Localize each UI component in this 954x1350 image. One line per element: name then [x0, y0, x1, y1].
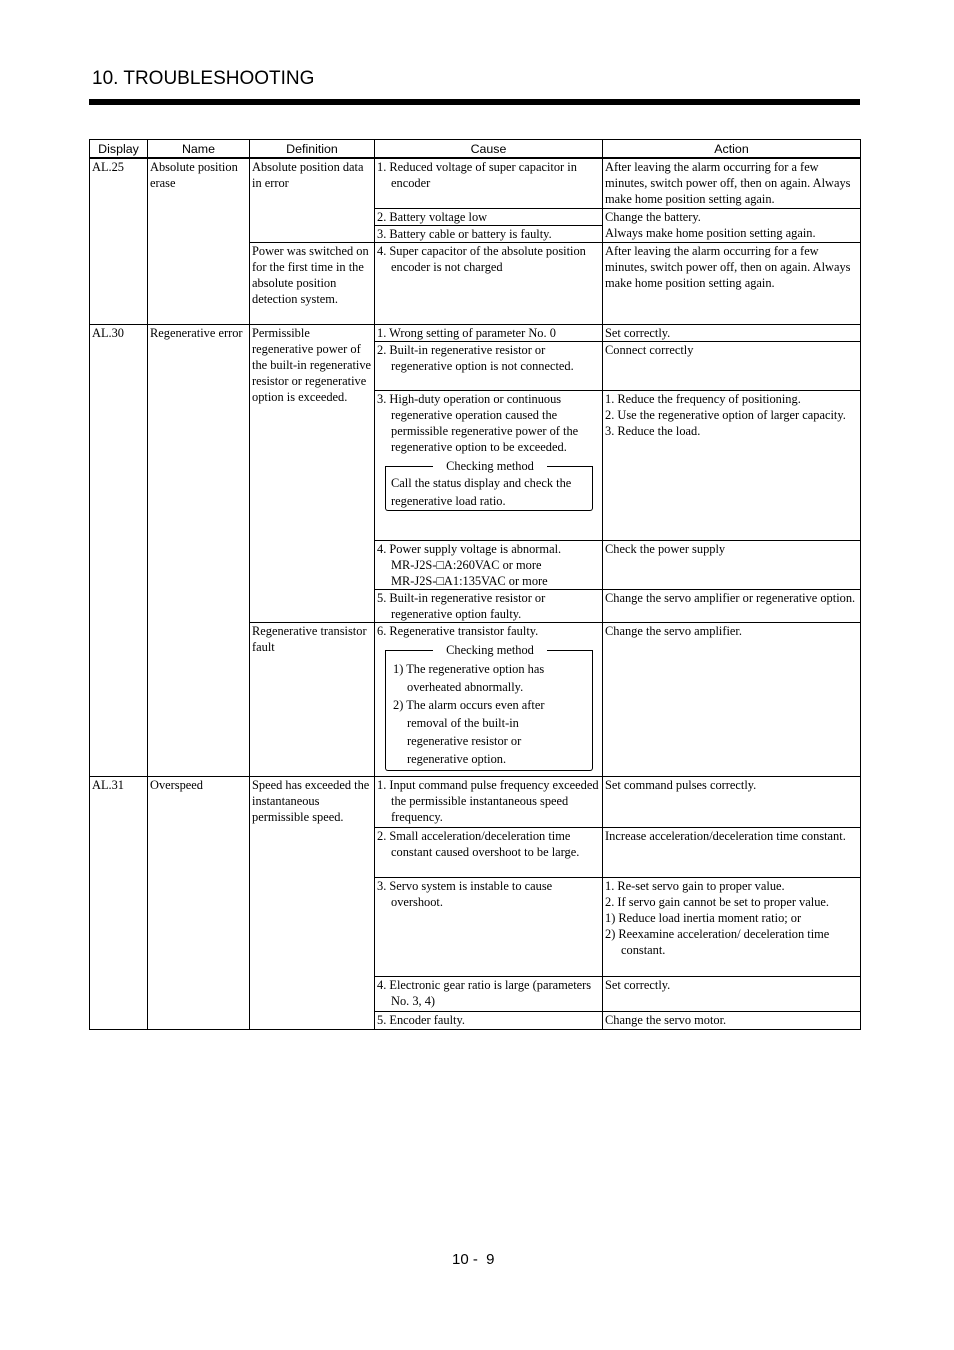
cause-cell [375, 589, 603, 622]
cause-cell [375, 390, 603, 540]
header-rule [89, 99, 860, 105]
action-cell: Set correctly. [603, 976, 861, 1011]
action-cell: Increase acceleration/deceleration time constant. [603, 827, 861, 877]
action-cell: Change the battery. [603, 208, 861, 225]
table-row [90, 324, 861, 341]
action-cell [603, 390, 861, 540]
cause-text: 4. Power supply voltage is abnormal. [377, 541, 562, 556]
action-item: 1. Reduce the frequency of positioning. [605, 391, 801, 406]
cause-text: 2. Small acceleration/deceleration time constant caused overshoot to be large. [377, 828, 580, 859]
alarm-definition: Absolute position data in error [250, 158, 375, 242]
check-item: 1) The regenerative option has overheated abnormally. [393, 661, 545, 694]
table-row [90, 158, 861, 208]
cause-cell [375, 158, 603, 208]
alarm-definition: Permissible regenerative power of the built-in regenerative resistor or regenerative option is exceeded. [250, 324, 375, 622]
alarm-display-al31: AL.31 [90, 776, 148, 1029]
action-cell: Change the servo amplifier. [603, 622, 861, 776]
section-title: 10. TROUBLESHOOTING [92, 68, 315, 89]
column-header-display: Display [90, 140, 148, 159]
cause-text: 1. Reduced voltage of super capacitor in encoder [377, 160, 577, 190]
cause-cell [375, 976, 603, 1011]
cause-text: 1. Input command pulse frequency exceeded the permissible instantaneous speed frequency. [377, 777, 599, 824]
frame-top-right [547, 650, 592, 651]
table-header-row [90, 140, 861, 159]
cause-cell [375, 242, 603, 324]
action-item: 1. Re-set servo gain to proper value. [605, 878, 785, 893]
checking-method-title: Checking method [446, 642, 534, 657]
frame-top-left [385, 650, 433, 651]
action-item: 3. Reduce the load. [605, 423, 701, 438]
checking-method-body [393, 660, 579, 768]
cause-text: 5. Built-in regenerative resistor or regenerative option faulty. [377, 590, 546, 621]
frame-top-left [385, 466, 433, 467]
cause-cell [375, 622, 603, 776]
action-item: 2) Reexamine acceleration/ deceleration time constant. [605, 926, 830, 957]
cause-cell: 2. Battery voltage low [375, 208, 603, 225]
alarm-definition: Speed has exceeded the instantaneous permissible speed. [250, 776, 375, 1029]
column-header-definition: Definition [250, 140, 375, 159]
frame-top-right [547, 466, 592, 467]
alarm-display-al25: AL.25 [90, 158, 148, 324]
alarm-table [89, 139, 861, 1030]
cause-cell [375, 877, 603, 976]
action-item: 2. Use the regenerative option of larger capacity. [605, 407, 846, 422]
cause-text: 4. Super capacitor of the absolute position encoder is not charged [377, 243, 586, 274]
cause-cell [375, 776, 603, 827]
action-cell: Set command pulses correctly. [603, 776, 861, 827]
action-cell: After leaving the alarm occurring for a few minutes, switch power off, then on again. Always make home position setting again. [603, 242, 861, 324]
checking-method-title: Checking method [446, 458, 534, 473]
cause-cell [375, 540, 603, 589]
cause-cell: 3. Battery cable or battery is faulty. [375, 225, 603, 242]
cause-text: 3. High-duty operation or continuous regenerative operation caused the permissible regenerative power of the regenerative option to be exceeded. [377, 391, 579, 454]
action-item: 1) Reduce load inertia moment ratio; or [605, 910, 802, 925]
cause-text: 2. Built-in regenerative resistor or regenerative option is not connected. [377, 342, 574, 373]
column-header-action: Action [603, 140, 861, 159]
cause-cell: 1. Wrong setting of parameter No. 0 [375, 324, 603, 341]
action-cell: Set correctly. [603, 324, 861, 341]
page-number: 10 - 9 [452, 1251, 495, 1268]
column-header-name: Name [148, 140, 250, 159]
cause-text: 6. Regenerative transistor faulty. [377, 623, 539, 638]
action-cell: Check the power supply [603, 540, 861, 589]
cause-detail: MR-J2S-□A1:135VAC or more [391, 573, 548, 588]
alarm-name-al25: Absolute position erase [148, 158, 250, 324]
action-cell: Change the servo amplifier or regenerative option. [603, 589, 861, 622]
cause-cell: 5. Encoder faulty. [375, 1011, 603, 1029]
action-item: 2. If servo gain cannot be set to proper value. [605, 894, 829, 909]
cause-text: 4. Electronic gear ratio is large (parameters No. 3, 4) [377, 977, 592, 1008]
alarm-definition: Power was switched on for the first time in the absolute position detection system. [250, 242, 375, 324]
table-row [90, 776, 861, 827]
cause-cell [375, 827, 603, 877]
action-cell: Always make home position setting again. [603, 225, 861, 242]
checking-method-box [377, 642, 600, 776]
alarm-name-al31: Overspeed [148, 776, 250, 1029]
alarm-name-al30: Regenerative error [148, 324, 250, 776]
checking-method-box [377, 458, 600, 520]
checking-method-body: Call the status display and check the regenerative load ratio. [391, 475, 572, 508]
check-item: 2) The alarm occurs even after removal of the built-in regenerative resistor or regenerative option. [393, 697, 545, 766]
column-header-cause: Cause [375, 140, 603, 159]
action-cell: After leaving the alarm occurring for a few minutes, switch power off, then on again. Always make home position setting again. [603, 158, 861, 208]
action-cell [603, 877, 861, 976]
alarm-definition: Regenerative transistor fault [250, 622, 375, 776]
cause-text: 3. Servo system is instable to cause overshoot. [377, 878, 553, 909]
cause-detail: MR-J2S-□A:260VAC or more [391, 557, 542, 572]
action-cell: Connect correctly [603, 341, 861, 390]
alarm-display-al30: AL.30 [90, 324, 148, 776]
action-cell: Change the servo motor. [603, 1011, 861, 1029]
cause-cell [375, 341, 603, 390]
